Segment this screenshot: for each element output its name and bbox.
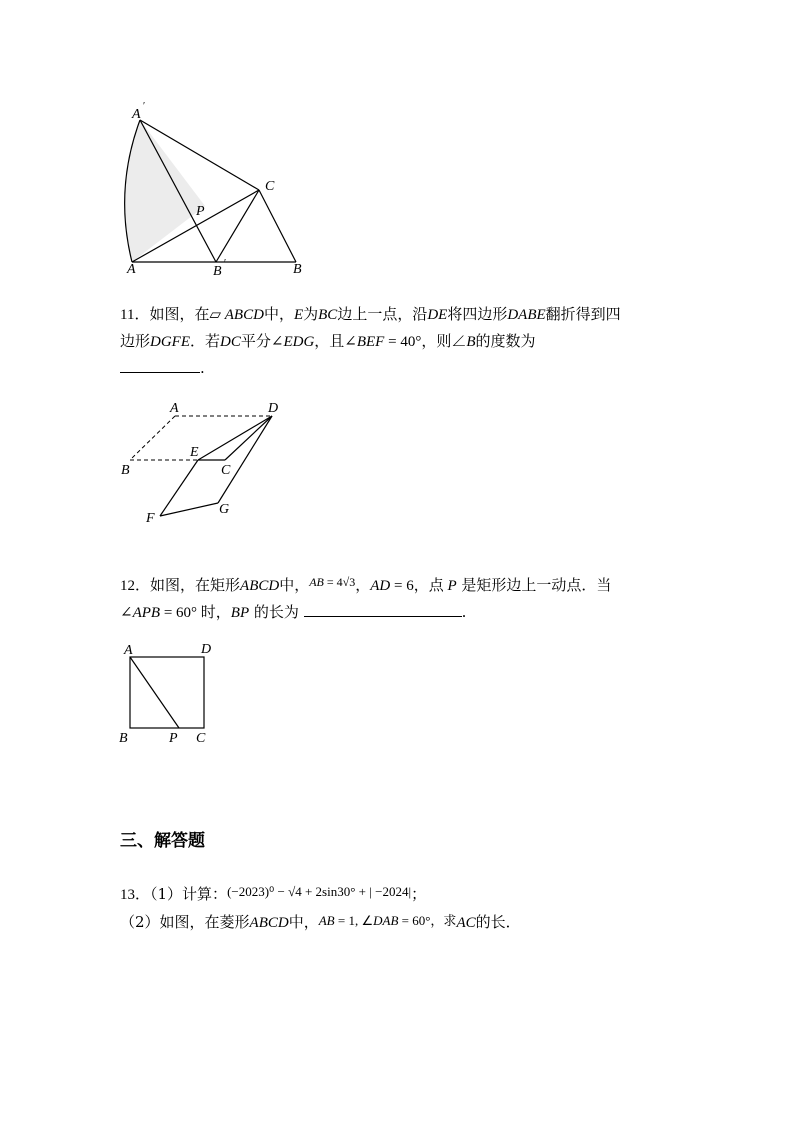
math: = 40°，则∠ [384,334,467,350]
label-B-prime: B [213,264,222,279]
text: 边形 [120,332,151,350]
answer-blank[interactable] [304,600,462,617]
formula-computation: (−2023)⁰ − √4 + 2sin30° + | −2024| [227,884,412,899]
question-13-line-2 [120,908,521,936]
shaded-region [125,120,205,262]
label-C: C [196,731,206,746]
text: 的长为 [249,603,304,621]
text: 的度数为 [475,332,536,350]
parallelogram-symbol: ▱ [209,305,222,323]
text: ．若 [190,332,221,350]
math: AB [309,575,324,589]
label-C: C [265,179,275,194]
text: （2）如图，在菱形 [120,913,250,931]
label-G: G [219,502,230,517]
text: （1）计算： [150,885,228,903]
segment-A-B [130,416,175,460]
text: ，且∠ [314,332,357,350]
math: BEF [356,334,385,350]
math: = 4√3 [323,575,356,589]
math: ABCD [240,578,280,594]
text: 边上一点，沿 [337,305,428,323]
segment-D-E [198,416,272,460]
question-11-line-1 [120,301,621,328]
segment-E-F [160,460,198,516]
question-12-line-2 [120,599,611,626]
label-D: D [268,401,279,416]
math: ABCD [221,307,264,323]
math: = 6，点 [390,578,448,594]
figure-rectangle [115,640,225,750]
segment-C-B [259,190,296,262]
text: . [200,359,205,377]
section-heading: 三、解答题 [120,831,205,851]
label-A: A [127,262,136,277]
math: DGFE [150,334,191,350]
math: DABE [507,307,546,323]
formula-rhombus [319,914,457,929]
question-12 [120,569,611,626]
label-B: B [119,731,128,746]
math: AC [456,915,476,931]
label-F: F [146,511,155,526]
math: P [447,578,457,594]
figure-fold-sector [110,98,320,278]
text: 中， [279,576,310,594]
question-11-line-3 [120,355,621,381]
question-13 [120,879,521,936]
math: BP [230,605,250,621]
text: 翻折得到四 [545,305,621,323]
segment-F-G [160,503,218,516]
question-number: 12． [120,578,151,594]
label-A: A [124,643,133,658]
question-number: 13． [120,887,151,903]
math: E [293,307,304,323]
text: 是矩形边上一动点．当 [456,576,612,594]
math: DC [220,334,241,350]
formula-AB [309,575,355,589]
label-A: A [170,401,179,416]
question-number: 11． [120,307,150,323]
math: ABCD [249,915,289,931]
text: 为 [303,305,319,323]
question-12-line-1 [120,569,611,599]
label-C: C [221,463,231,478]
question-13-line-1 [120,879,521,908]
math: = 60° 时， [160,605,231,621]
text: 将四边形 [447,305,508,323]
label-A-prime: A [132,107,141,122]
math: BC [318,307,338,323]
segment-A-P [130,657,179,728]
text: ， [355,576,371,594]
math: = 1, ∠ [334,913,374,928]
figure-folded-parallelogram [110,398,290,528]
label-P: P [196,204,205,219]
math: = 60°，求 [398,913,457,928]
question-11-line-2 [120,328,621,355]
label-B-prime-mark: ′ [224,258,227,269]
label-P: P [169,731,178,746]
math: EDG [283,334,315,350]
label-E: E [190,445,199,460]
text: 的长． [475,913,521,931]
label-A-prime-mark: ′ [143,101,146,112]
text: 中， [288,913,319,931]
label-D: D [201,642,212,657]
question-11 [120,301,621,381]
math: APB [132,605,161,621]
math: DE [427,307,448,323]
text: 平分∠ [240,332,284,350]
text: ； [411,885,427,903]
label-B: B [121,463,130,478]
text: ∠ [120,603,133,621]
rectangle-ABCD [130,657,204,728]
segment-C-Bprime [216,190,259,262]
answer-blank[interactable] [120,356,200,373]
text: 如图，在矩形 [150,576,241,594]
text: 如图，在 [149,305,210,323]
math: AD [370,578,391,594]
text: . [461,603,467,621]
math: B [466,334,476,350]
label-B: B [293,262,302,277]
math: AB [318,913,335,928]
text: 中， [263,305,294,323]
math: DAB [373,913,399,928]
